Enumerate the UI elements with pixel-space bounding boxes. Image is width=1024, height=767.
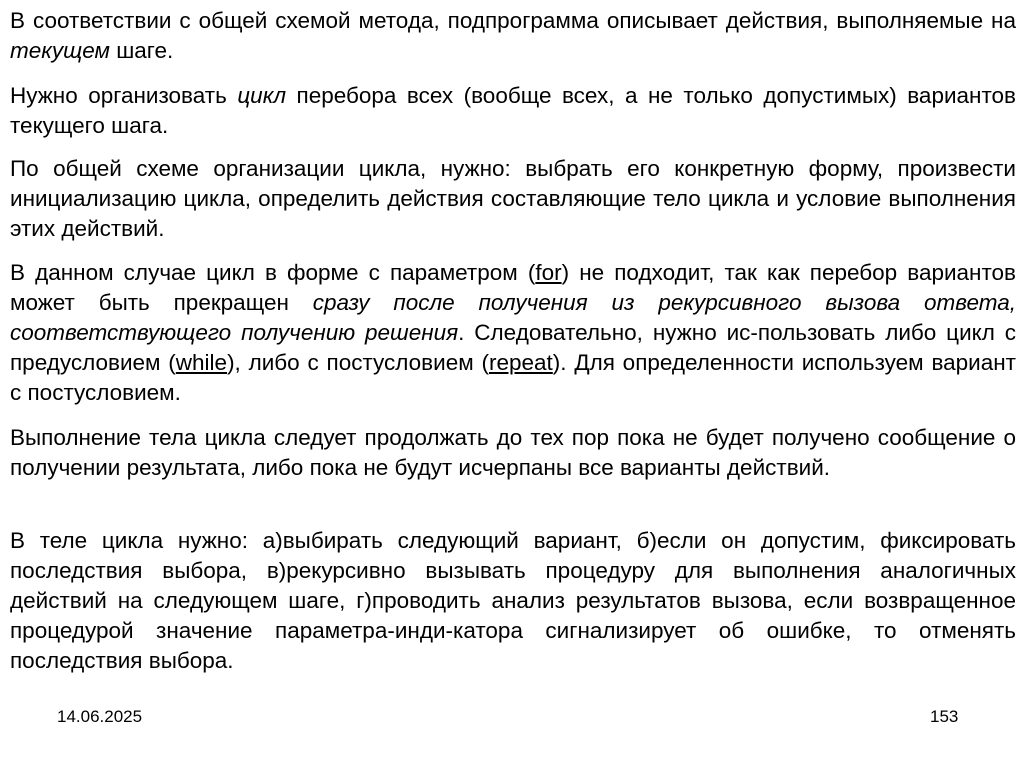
- keyword-repeat: repeat: [488, 350, 553, 375]
- p4-text-d: ), либо с постусловием (: [227, 350, 489, 375]
- keyword-for: for: [535, 260, 562, 285]
- p4-emphasis-recursive: сразу после получения из рекурсивного вызова ответа, соответствующего получению решения: [10, 290, 1016, 345]
- p2-text-a: Нужно организовать: [10, 83, 238, 108]
- p4-text-c: . Следовательно, нужно ис-пользовать либо цикл с предусловием (: [10, 320, 1016, 375]
- p4-text-a: В данном случае цикл в форме с параметром (: [10, 260, 536, 285]
- paragraph-loop-body-duration: Выполнение тела цикла следует продолжать до тех пор пока не будет получено сообщение о получении результата, либо пока не будут исчерпаны все варианты действий.: [10, 425, 1016, 480]
- p2-text-b: перебора всех (вообще всех, а не только допустимых) вариантов текущего шага.: [10, 83, 1016, 138]
- p4-text-b: ) не подходит, так как перебор вариантов может быть прекращен: [10, 260, 1017, 315]
- footer-date: 14.06.2025: [57, 707, 143, 726]
- page-number: 153: [930, 707, 959, 726]
- paragraph-organize-loop: [10, 81, 1016, 141]
- paragraph-loop-body-steps: В теле цикла нужно: а)выбирать следующий вариант, б)если он допустим, фиксировать последствия выбора, в)рекурсивно вызывать процедуру для выполнения аналогичных действий на следующем шаге, г)проводить анализ результатов вызова, если возвращенное процедурой значение параметра-инди-катора сигнализирует об ошибке, то отменять последствия выбора.: [10, 528, 1016, 673]
- p4-text-e: ). Для определенности используем вариант с постусловием.: [10, 350, 1016, 405]
- p1-text-a: В соответствии с общей схемой метода, подпрограмма описывает действия, выполняемые на: [10, 8, 1016, 33]
- p1-text-b: шаге.: [109, 38, 174, 63]
- keyword-while: while: [175, 350, 228, 375]
- paragraph-loop-form: [10, 258, 1016, 408]
- paragraph-loop-scheme: По общей схеме организации цикла, нужно: выбрать его конкретную форму, произвести инициализацию цикла, определить действия составляющие тело цикла и условие выполнения этих действий.: [10, 156, 1016, 241]
- p2-emphasis-loop: цикл: [237, 83, 287, 108]
- p1-emphasis-current: текущем: [10, 38, 110, 63]
- paragraph-method-scheme: [10, 6, 1016, 66]
